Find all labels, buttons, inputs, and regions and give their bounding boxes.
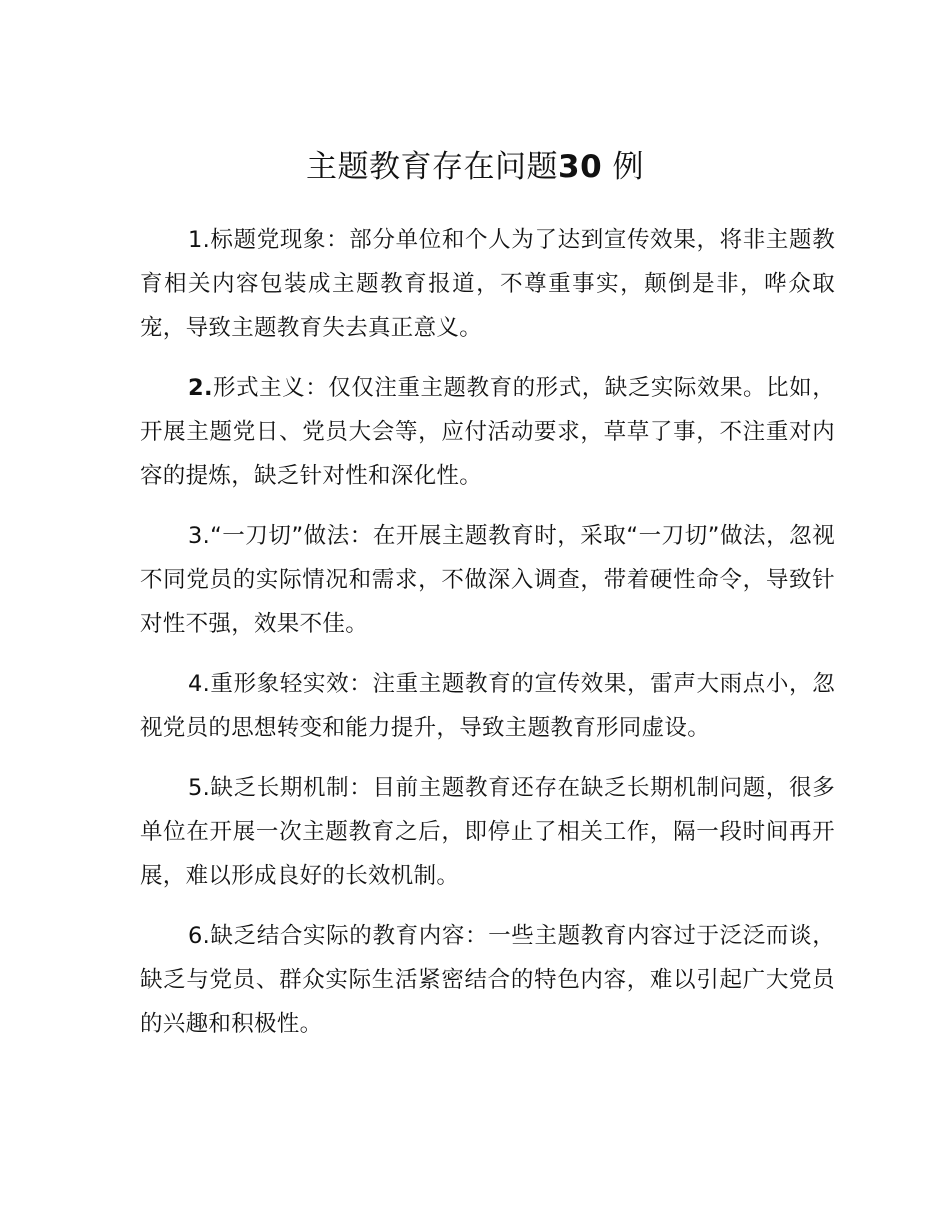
paragraph-text: 形式主义：仅仅注重主题教育的形式，缺乏实际效果。比如，开展主题党日、党员大会等，应付活动要求，草草了事，不注重对内容的提炼，缺乏针对性和深化性。: [140, 375, 835, 489]
paragraph-label: 1.: [188, 227, 211, 253]
title-suffix: 例: [612, 149, 644, 185]
paragraph-3: [140, 514, 835, 646]
paragraph-text: “一刀切”做法：在开展主题教育时，采取“一刀切”做法，忽视不同党员的实际情况和需求，不做深入调查，带着硬性命令，导致针对性不强，效果不佳。: [140, 523, 835, 637]
paragraph-label: 6.: [188, 923, 211, 949]
paragraph-6: [140, 914, 835, 1046]
page-title: [0, 143, 950, 191]
paragraph-label: 2.: [188, 375, 213, 401]
paragraph-4: [140, 662, 835, 750]
paragraph-text: 重形象轻实效：注重主题教育的宣传效果，雷声大雨点小，忽视党员的思想转变和能力提升，导致主题教育形同虚设。: [140, 671, 835, 741]
paragraph-text: 缺乏结合实际的教育内容：一些主题教育内容过于泛泛而谈，缺乏与党员、群众实际生活紧密结合的特色内容，难以引起广大党员的兴趣和积极性。: [140, 923, 835, 1037]
title-number: 30: [558, 149, 603, 185]
paragraph-label: 3.: [188, 523, 211, 549]
paragraph-label: 5.: [188, 775, 211, 801]
paragraph-2: [140, 366, 835, 498]
paragraph-text: 标题党现象：部分单位和个人为了达到宣传效果，将非主题教育相关内容包装成主题教育报道，不尊重事实，颠倒是非，哗众取宠，导致主题教育失去真正意义。: [140, 227, 835, 341]
title-text: 主题教育存在问题: [306, 149, 558, 185]
document-body: [140, 218, 835, 1062]
paragraph-label: 4.: [188, 671, 211, 697]
paragraph-5: [140, 766, 835, 898]
paragraph-text: 缺乏长期机制：目前主题教育还存在缺乏长期机制问题，很多单位在开展一次主题教育之后，即停止了相关工作，隔一段时间再开展，难以形成良好的长效机制。: [140, 775, 835, 889]
paragraph-1: [140, 218, 835, 350]
